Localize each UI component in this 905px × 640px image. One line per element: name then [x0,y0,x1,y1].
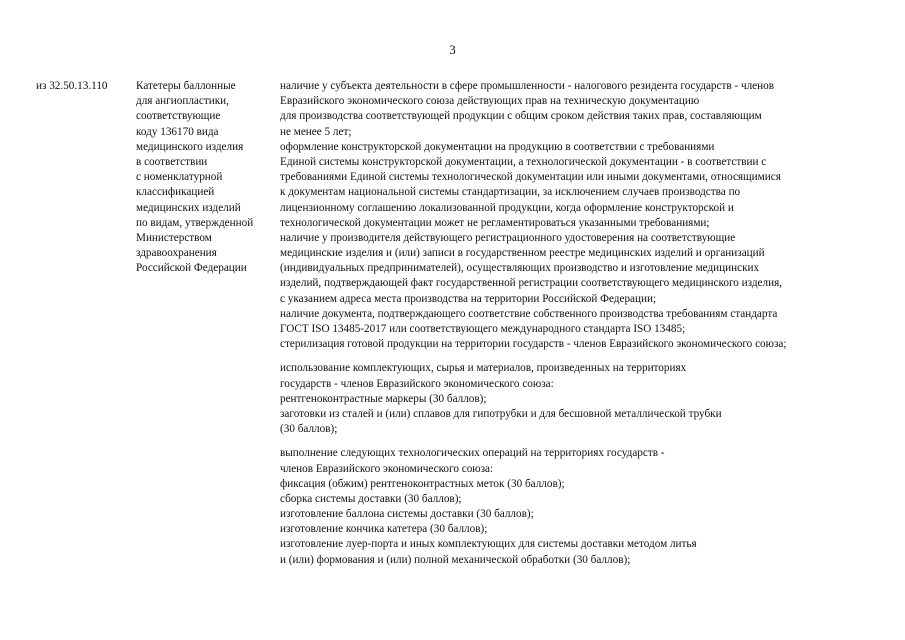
requirement-line: Единой системы конструкторской документации, а технологической документации - в соответствии с [280,155,767,168]
requirement-line: изготовление баллона системы доставки (30 баллов); [280,508,534,521]
requirement-line: стерилизация готовой продукции на территории государств - членов Евразийского экономического союза; [280,338,787,351]
requirement-line: фиксация (обжим) рентгеноконтрастных меток (30 баллов); [280,477,565,490]
requirement-paragraph [280,79,880,352]
product-name-line: коду 136170 вида [136,125,219,138]
page-number: 3 [449,42,456,57]
requirement-line: Евразийского экономического союза действующих прав на техническую документацию [280,95,700,108]
product-name-line: по видам, утвержденной [136,216,254,229]
requirement-line: требованиями Единой системы технологической документации или иными документами, относящимися [280,171,781,184]
requirement-paragraph [280,446,880,568]
requirement-line: изготовление луер-порта и иных комплектующих для системы доставки методом литья [280,538,697,551]
product-name-line: соответствующие [136,110,221,123]
product-name [136,79,278,276]
requirement-line: технологической документации может не регламентироваться указанными требованиями; [280,216,710,229]
requirement-line: изделий, подтверждающей факт государственной регистрации соответствующего медицинского изделия, [280,277,783,290]
requirement-line: не менее 5 лет; [280,125,352,138]
product-name-line: Министерством [136,231,212,244]
requirement-line: с указанием адреса места производства на территории Российской Федерации; [280,292,657,305]
requirement-line: ГОСТ ISO 13485-2017 или соответствующего международного стандарта ISO 13485; [280,323,686,335]
product-name-line: медицинского изделия [136,140,244,153]
requirement-line: наличие у субъекта деятельности в сфере промышленности - налогового резидента государств - членов [280,80,775,92]
product-name-line: здравоохранения [136,247,217,260]
requirements [280,79,880,568]
requirement-line: рентгеноконтрастные маркеры (30 баллов); [280,392,487,405]
product-code: из 32.50.13.110 [36,80,108,92]
requirement-line: (индивидуальных предпринимателей), осуществляющих производство и изготовление медицинских [280,262,760,275]
requirement-line: лицензионному соглашению локализованной продукции, когда оформление конструкторской и [280,201,734,214]
requirement-line: к документам национальной системы стандартизации, за исключением случаев производства по [280,186,741,199]
requirement-line: (30 баллов); [280,423,338,436]
product-name-line: Катетеры баллонные [136,80,236,92]
product-name-line: с номенклатурной [136,171,223,184]
requirement-line: изготовление кончика катетера (30 баллов); [280,523,488,536]
requirement-line: государств - членов Евразийского экономического союза: [280,377,554,390]
product-name-line: в соответствии [136,155,208,168]
product-name-line: Российской Федерации [136,262,247,275]
requirement-line: наличие документа, подтверждающего соответствие собственного производства требованиям стандарта [280,307,778,320]
requirement-line: оформление конструкторской документации на продукцию в соответствии с требованиями [280,140,715,153]
requirement-line: сборка системы доставки (30 баллов); [280,492,462,505]
requirement-line: медицинские изделия и (или) записи в государственном реестре медицинских изделий и организаций [280,247,765,260]
requirement-line: заготовки из сталей и (или) сплавов для гипотрубки и для бесшовной металлической трубки [280,407,722,420]
requirement-line: членов Евразийского экономического союза: [280,462,494,475]
product-name-line: классификацией [136,186,215,199]
product-name-line: медицинских изделий [136,201,241,214]
requirement-line: и (или) формования и (или) полной механической обработки (30 баллов); [280,553,631,566]
requirement-line: использование комплектующих, сырья и материалов, произведенных на территориях [280,362,687,375]
requirement-line: наличие у производителя действующего регистрационного удостоверения на соответствующие [280,231,736,244]
requirement-line: для производства соответствующей продукции с общим сроком действия таких прав, составляющим [280,110,762,123]
requirement-line: выполнение следующих технологических операций на территориях государств - [280,447,665,460]
product-name-line: для ангиопластики, [136,95,229,108]
requirement-paragraph [280,361,880,437]
